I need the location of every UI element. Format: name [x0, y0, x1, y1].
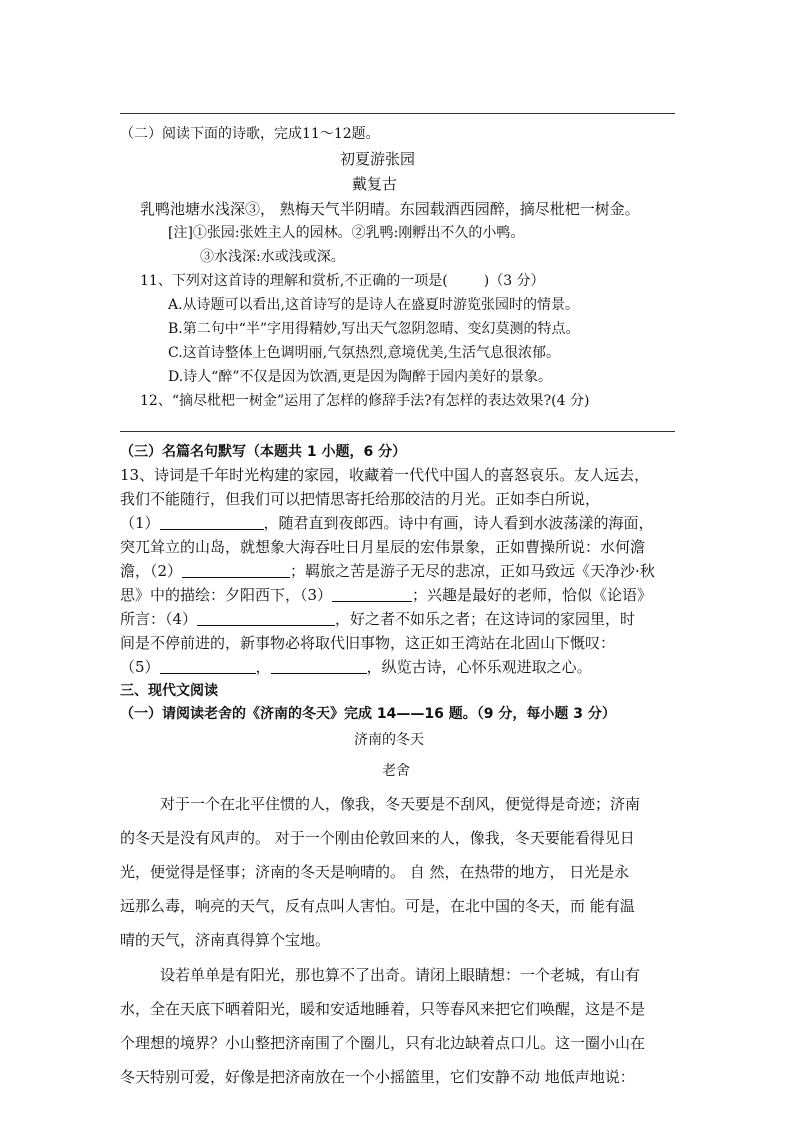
- dictation-line-5-text: ；羁旅之苦是游子无尽的悲凉，正如马致远《天净沙·秋: [290, 562, 655, 580]
- poem-author: 戴复古: [352, 175, 398, 193]
- essay-title: 济南的冬天: [354, 732, 424, 748]
- dictation-line-2: 我们不能随行，但我们可以把情思寄托给那皎洁的月光。正如李白所说，: [120, 490, 601, 508]
- paragraph-1-line-2: 的冬天是没有风声的。 对于一个刚由伦敦回来的人，像我，冬天要能看得见日: [120, 829, 635, 847]
- blank-label-5: （5）: [120, 658, 160, 676]
- blank-label-3: 思》中的描绘：夕阳西下，（3）: [120, 586, 333, 604]
- dictation-line-8: 间是不停前进的，新事物必将取代旧事物，这正如王湾站在北固山下慨叹：: [120, 634, 616, 652]
- dictation-line-6: [120, 584, 652, 605]
- blank-label-2: 澹，（2）: [120, 562, 183, 580]
- question-11-option-a: A.从诗题可以看出,这首诗写的是诗人在盛夏时游览张园时的情景。: [168, 297, 580, 313]
- answer-blank-5[interactable]: [160, 659, 256, 674]
- poem-title: 初夏游张园: [340, 150, 416, 168]
- poem-text: 乳鸭池塘水浅深③， 熟梅天气半阴晴。东园载酒西园醉，摘尽枇杷一树金。: [140, 200, 640, 218]
- dictation-heading: （三）名篇名句默写（本题共 1 小题，6 分）: [120, 444, 407, 460]
- dictation-line-5: [120, 560, 655, 581]
- blank-label-1: （1）: [120, 514, 160, 532]
- dictation-line-7-text: ，好之者不如乐之者；在这诗词的家园里，时: [335, 610, 636, 628]
- answer-blank-6[interactable]: [271, 659, 367, 674]
- answer-blank-1[interactable]: [160, 515, 264, 530]
- dictation-line-3-text: ，随君直到夜郎西。诗中有画，诗人看到水波荡漾的海面，: [263, 514, 654, 532]
- question-11-option-c: C.这首诗整体上色调明丽,气氛热烈,意境优美,生活气息很浓郁。: [168, 345, 561, 361]
- dictation-line-9: [120, 656, 592, 677]
- paragraph-2-line-3: 个理想的境界？小山整把济南围了个圈儿，只有北边缺着点口儿。这一圈小山在: [120, 1034, 646, 1052]
- top-rule: [120, 113, 675, 114]
- question-11-stem-after: )（3 分）: [483, 273, 545, 289]
- paragraph-1-line-1: 对于一个在北平住惯的人，像我，冬天要是不刮风，便觉得是奇迹；济南: [160, 795, 641, 813]
- dictation-line-6-text: ；兴趣是最好的老师，恰似《论语》: [412, 586, 653, 604]
- poem-note-1: [注]①张园:张姓主人的园林。②乳鸭:刚孵出不久的小鸭。: [168, 225, 525, 241]
- dictation-line-3: [120, 512, 654, 533]
- dictation-line-4: 突兀耸立的山岛，就想象大海吞吐日月星辰的宏伟景象，正如曹操所说：水何澹: [120, 538, 646, 556]
- poem-note-2: ③水浅深:水或浅或深。: [200, 249, 345, 265]
- modern-subheading: （一）请阅读老舍的《济南的冬天》完成 14——16 题。（9 分，每小题 3 分）: [120, 706, 616, 722]
- dictation-line-9-text: ，纵览古诗，心怀乐观进取之心。: [366, 658, 592, 676]
- paragraph-2-line-4: 冬天特别可爱，好像是把济南放在一个小摇篮里，它们安静不动 地低声地说：: [120, 1068, 635, 1086]
- essay-author: 老舍: [382, 763, 410, 779]
- answer-blank-4[interactable]: [197, 611, 335, 626]
- question-11-stem-before: 11、下列对这首诗的理解和赏析,不正确的一项是(: [140, 273, 448, 289]
- answer-blank-2[interactable]: [182, 563, 290, 578]
- blank-label-4: 所言：（4）: [120, 610, 198, 628]
- question-11-option-b: B.第二句中“半”字用得精妙,写出天气忽阴忽晴、变幻莫测的特点。: [168, 321, 580, 337]
- question-11-stem: [140, 270, 545, 290]
- question-12: 12、“摘尽枇杷一树金”运用了怎样的修辞手法?有怎样的表达效果?(4 分): [140, 393, 590, 409]
- question-11-option-d: D.诗人“醉”不仅是因为饮酒,更是因为陶醉于园内美好的景象。: [168, 369, 552, 385]
- dictation-line-1: 13、诗词是千年时光构建的家园，收藏着一代代中国人的喜怒哀乐。友人远去，: [120, 466, 650, 484]
- modern-heading: 三、现代文阅读: [120, 683, 218, 699]
- dictation-line-7: [120, 608, 635, 629]
- answer-blank-3[interactable]: [332, 587, 412, 602]
- poem-instruction: （二）阅读下面的诗歌，完成11～12题。: [120, 126, 380, 142]
- paragraph-2-line-1: 设若单单是有阳光，那也算不了出奇。请闭上眼睛想：一个老城，有山有: [160, 966, 641, 984]
- comma: ，: [255, 658, 271, 676]
- paragraph-1-line-4: 远那么毒，响亮的天气，反有点叫人害怕。可是，在北中国的冬天，而 能有温: [120, 897, 635, 915]
- paragraph-2-line-2: 水，全在天底下晒着阳光，暖和安适地睡着，只等春风来把它们唤醒，这是不是: [120, 1000, 646, 1018]
- section-rule: [120, 431, 675, 432]
- paragraph-1-line-3: 光，便觉得是怪事；济南的冬天是响晴的。 自 然，在热带的地方， 日光是永: [120, 863, 630, 881]
- paragraph-1-line-5: 晴的天气，济南真得算个宝地。: [120, 931, 331, 949]
